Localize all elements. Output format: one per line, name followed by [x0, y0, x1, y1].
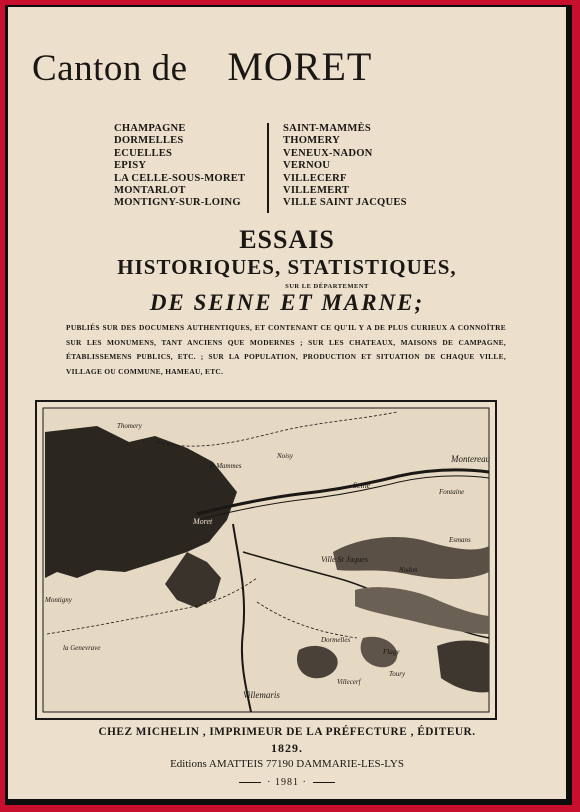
commune-item: MONTIGNY-SUR-LOING: [114, 197, 241, 209]
commune-item: VENEUX-NADON: [283, 147, 373, 159]
commune-item: VILLE SAINT JACQUES: [283, 197, 407, 209]
dash-right: [313, 782, 335, 783]
reprint-year-line: [8, 777, 566, 788]
map-label-seine: Seine: [353, 481, 371, 490]
commune-item: VILLECERF: [283, 172, 347, 184]
map-label-nodon: Nodon: [399, 566, 418, 574]
publication-year: 1829.: [271, 741, 303, 755]
map-label-esmans: Esmans: [449, 536, 471, 544]
commune-item: CHAMPAGNE: [114, 123, 186, 134]
commune-item: THOMERY: [283, 135, 340, 147]
commune-item: VILLEMERT: [283, 185, 350, 197]
map-label-montigny: Montigny: [45, 596, 72, 604]
commune-item: ECUELLES: [114, 147, 173, 159]
map-label-montereau: Montereau: [451, 454, 491, 464]
map-label-villecerf: Villecerf: [337, 678, 361, 686]
commune-item: VERNOU: [283, 160, 331, 172]
historic-map: [35, 400, 497, 720]
title-main: MORET: [227, 44, 373, 89]
map-label-moret: Moret: [193, 517, 213, 526]
map-label-st-mammes: St Mammes: [209, 462, 242, 470]
page-title: [32, 43, 452, 90]
publisher-imprint: CHEZ MICHELIN , IMPRIMEUR DE LA PRÉFECTURE , ÉDITEUR.: [98, 726, 476, 738]
reprint-year: · 1981 ·: [267, 777, 307, 788]
map-label-flagy: Flagy: [383, 648, 400, 656]
dash-left: [239, 782, 261, 783]
edition-line: Editions AMATTEIS 77190 DAMMARIE-LES-LYS: [170, 758, 404, 770]
map-label-dormelles: Dormelles: [321, 636, 351, 644]
map-label-toury: Toury: [389, 670, 406, 678]
map-illustration: [37, 402, 495, 718]
column-divider: [267, 123, 269, 213]
book-cover: [8, 7, 566, 799]
communes-right-list: [283, 123, 407, 210]
commune-item: EPISY: [114, 160, 147, 172]
commune-item: DORMELLES: [114, 135, 184, 147]
map-label-la-genevrave: la Genevrave: [63, 644, 101, 652]
map-label-villemaris: Villemaris: [243, 690, 280, 700]
title-prefix: Canton de: [32, 48, 188, 89]
map-label-thomery: Thomery: [117, 422, 142, 430]
map-label-fontaine: Fontaine: [439, 488, 465, 496]
book-subtitle: HISTORIQUES, STATISTIQUES,: [117, 255, 457, 279]
map-label-noisy: Noisy: [277, 452, 293, 460]
book-small-line: SUR LE DÉPARTEMENT: [285, 283, 369, 290]
commune-item: SAINT-MAMMÈS: [283, 123, 371, 134]
commune-item: LA CELLE-SOUS-MORET: [114, 172, 246, 184]
map-label-ville-st-jaques: Ville St Jaques: [321, 555, 368, 564]
book-description: PUBLIÉS SUR DES DOCUMENS AUTHENTIQUES, ET CONTENANT CE QU'IL Y A DE PLUS CURIEUX A CONNOÎTRE SUR LES MONUMENS, TANT ANCIENS QUE MODERNES ; SUR LES CHATEAUX, MAISONS DE CAMPAGNE, ÉTABLISSEMENS PUBLICS, ETC. ; SUR LA POPULATION, PRODUCTION ET SITUATION DE CHAQUE VILLE, VILLAGE OU COMMUNE, HAMEAU, ETC.: [66, 323, 506, 376]
commune-item: MONTARLOT: [114, 185, 186, 197]
communes-left-list: [114, 123, 245, 210]
book-region: DE SEINE ET MARNE;: [149, 290, 425, 315]
book-title: ESSAIS: [239, 225, 335, 254]
